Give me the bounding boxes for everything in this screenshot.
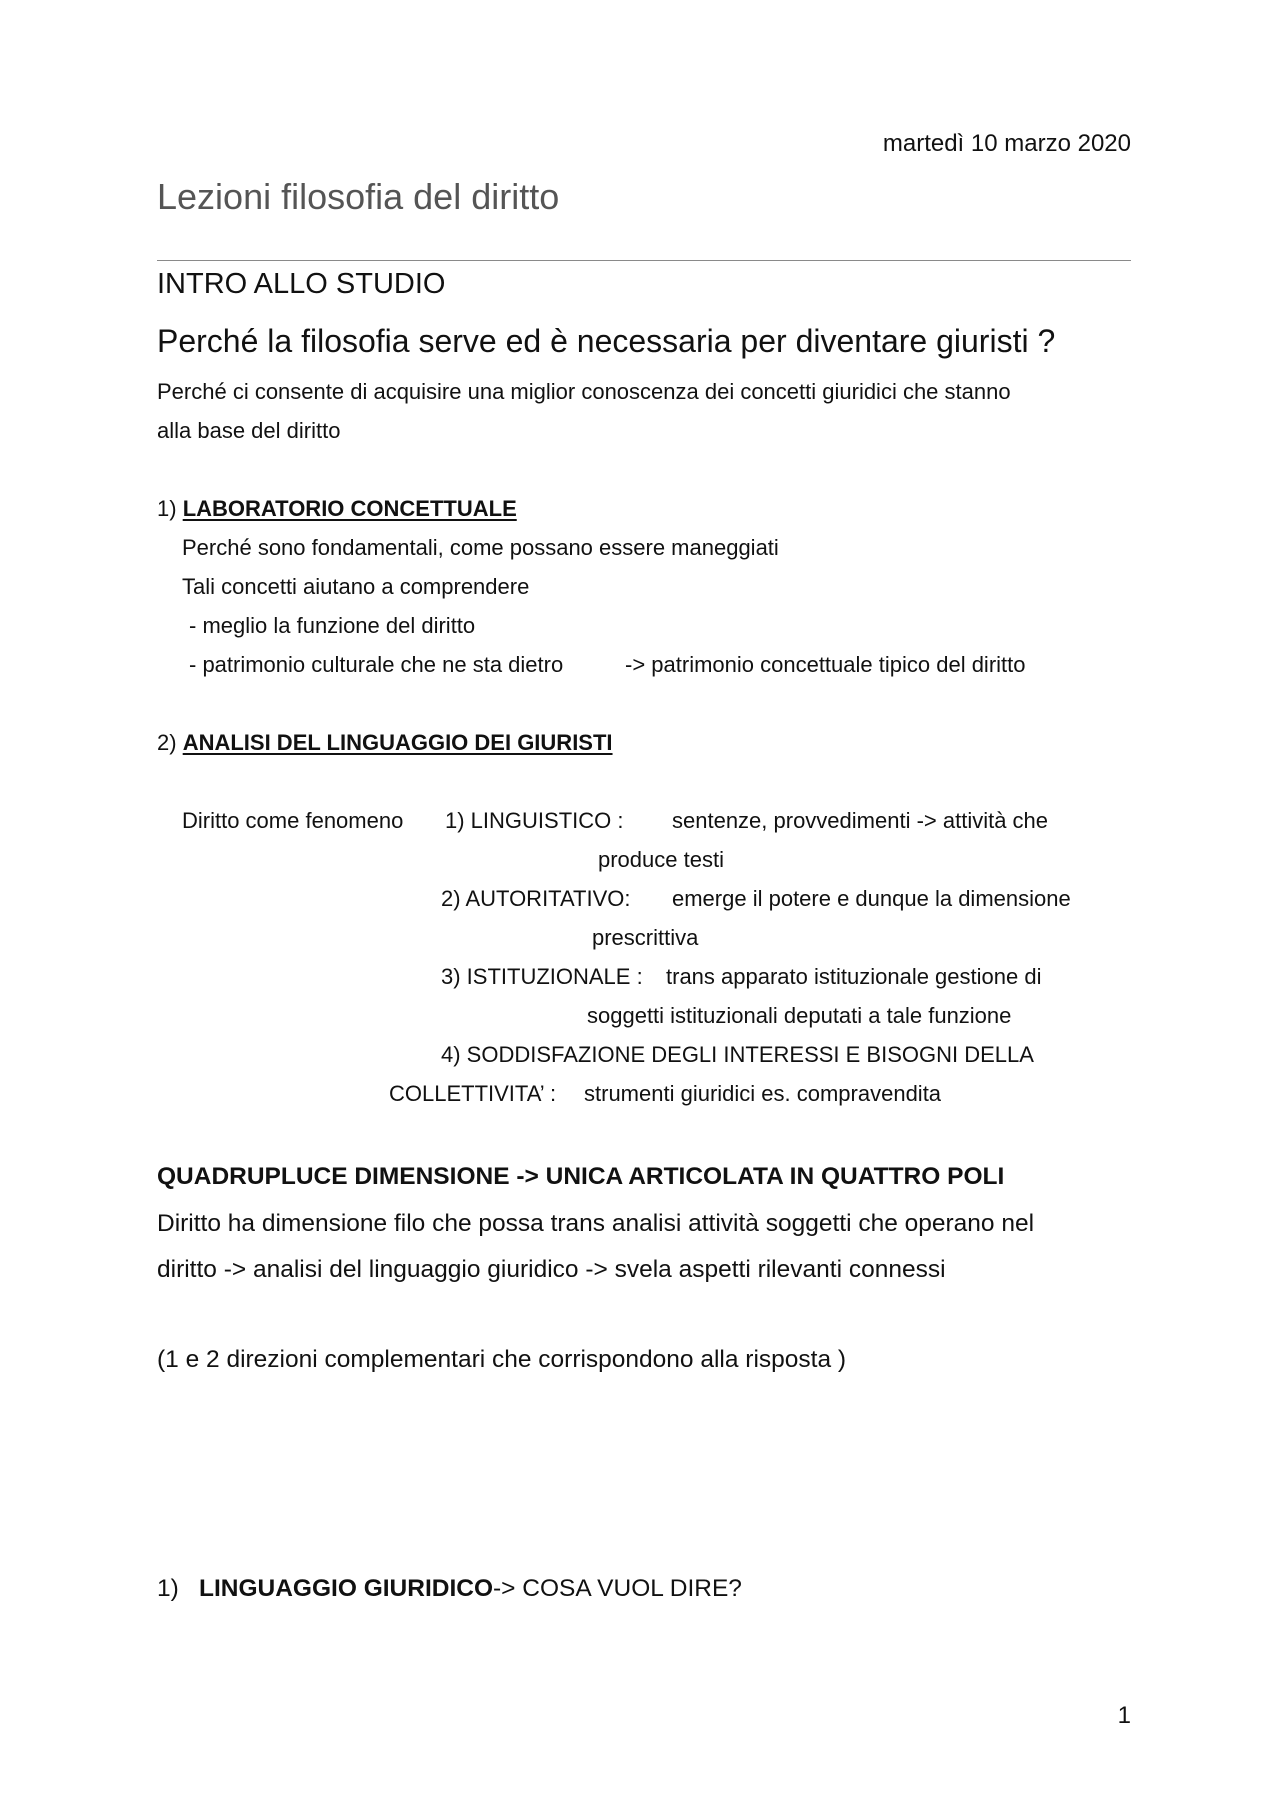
point1-line-2: Tali concetti aiutano a comprendere	[182, 574, 530, 599]
point1-number: 1)	[157, 496, 183, 521]
next-point-number: 1)	[157, 1575, 179, 1602]
main-question: Perché la filosofia serve ed è necessaria per diventare giuristi ?	[157, 323, 1056, 359]
item1-cont: produce testi	[598, 847, 724, 872]
next-point-heading	[199, 1575, 742, 1603]
document-date: martedì 10 marzo 2020	[882, 130, 1131, 157]
point2-heading	[157, 730, 613, 756]
document-title: Lezioni filosofia del diritto	[157, 176, 560, 217]
answer-line-1: Perché ci consente di acquisire una miglior conoscenza dei concetti giuridici che stanno	[157, 379, 1011, 404]
point1-line-4: - patrimonio culturale che ne sta dietro	[189, 652, 564, 677]
item1-text: sentenze, provvedimenti -> attività che	[672, 808, 1049, 833]
item2-label: 2) AUTORITATIVO:	[441, 886, 631, 911]
answer-line-2: alla base del diritto	[157, 418, 341, 443]
item4-label-cont: COLLETTIVITA’ :	[389, 1081, 557, 1106]
point2-intro: Diritto come fenomeno	[182, 808, 404, 833]
item3-cont: soggetti istituzionali deputati a tale funzione	[587, 1003, 1012, 1028]
next-point-rest: -> COSA VUOL DIRE?	[493, 1575, 742, 1602]
item1-label: 1) LINGUISTICO :	[445, 808, 624, 833]
page-number: 1	[1117, 1702, 1131, 1729]
summary-heading: QUADRUPLUCE DIMENSIONE -> UNICA ARTICOLATA IN QUATTRO POLI	[157, 1163, 1005, 1190]
point1-arrow-note: -> patrimonio concettuale tipico del diritto	[625, 652, 1026, 677]
item3-text: trans apparato istituzionale gestione di	[666, 964, 1042, 989]
item2-cont: prescrittiva	[592, 925, 699, 950]
summary-note: (1 e 2 direzioni complementari che corrispondono alla risposta )	[157, 1346, 847, 1373]
point2-title: ANALISI DEL LINGUAGGIO DEI GIURISTI	[182, 730, 613, 755]
point1-line-1: Perché sono fondamentali, come possano essere maneggiati	[182, 535, 779, 560]
point1-line-3: - meglio la funzione del diritto	[189, 613, 476, 638]
point1-heading	[157, 496, 517, 522]
item2-text: emerge il potere e dunque la dimensione	[672, 886, 1071, 911]
title-divider	[157, 260, 1131, 261]
item3-label: 3) ISTITUZIONALE :	[441, 964, 643, 989]
point1-title: LABORATORIO CONCETTUALE	[182, 496, 517, 521]
next-point-title: LINGUAGGIO GIURIDICO	[199, 1575, 493, 1602]
summary-line-1: Diritto ha dimensione filo che possa trans analisi attività soggetti che operano nel	[157, 1210, 1035, 1237]
item4-label: 4) SODDISFAZIONE DEGLI INTERESSI E BISOGNI DELLA	[441, 1042, 1034, 1067]
summary-line-2: diritto -> analisi del linguaggio giuridico -> svela aspetti rilevanti connessi	[157, 1256, 946, 1283]
section-heading: INTRO ALLO STUDIO	[157, 268, 446, 300]
point2-number: 2)	[157, 730, 183, 755]
item4-text: strumenti giuridici es. compravendita	[584, 1081, 942, 1106]
